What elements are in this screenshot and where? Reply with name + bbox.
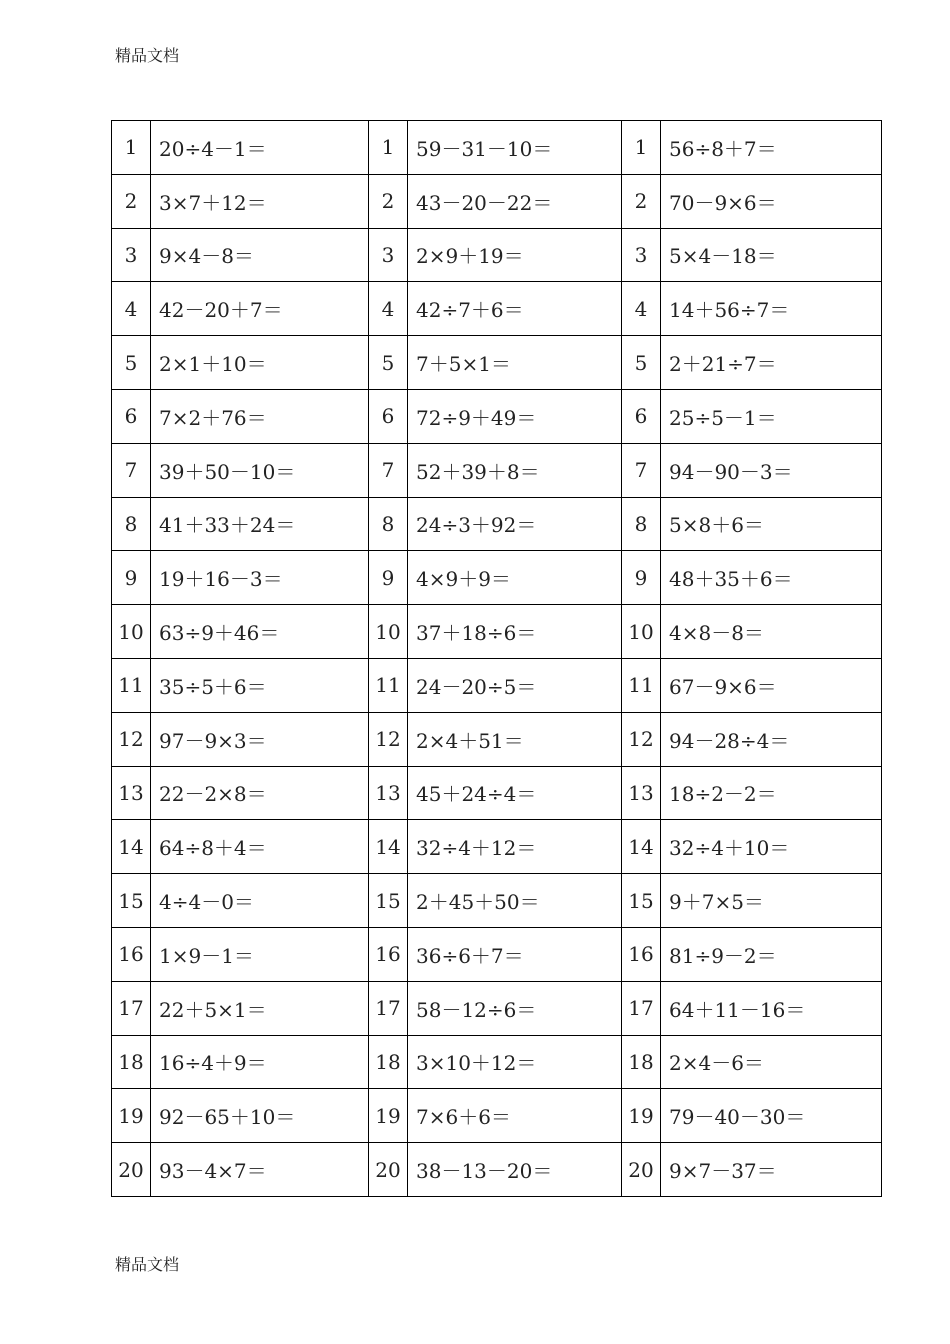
problem-expression: 5×8＋6＝ [661,497,882,551]
table-row [112,874,882,928]
problem-expression: 92－65＋10＝ [151,1089,369,1143]
table-row [112,658,882,712]
problem-expression: 16÷4＋9＝ [151,1035,369,1089]
table-row [112,228,882,282]
problem-expression: 9×4－8＝ [151,228,369,282]
problem-expression: 70－9×6＝ [661,174,882,228]
problem-expression: 24－20÷5＝ [408,658,622,712]
problem-expression: 58－12÷6＝ [408,981,622,1035]
problem-expression: 32÷4＋12＝ [408,820,622,874]
problem-number: 14 [112,820,151,874]
problem-number: 11 [622,658,661,712]
problem-expression: 2×1＋10＝ [151,336,369,390]
problem-number: 19 [622,1089,661,1143]
problem-expression: 37＋18÷6＝ [408,605,622,659]
problem-number: 3 [112,228,151,282]
problem-expression: 64÷8＋4＝ [151,820,369,874]
problem-expression: 43－20－22＝ [408,174,622,228]
problem-number: 1 [622,121,661,175]
problem-expression: 9×7－37＝ [661,1143,882,1197]
problem-number: 4 [622,282,661,336]
problem-expression: 45＋24÷4＝ [408,766,622,820]
problem-number: 5 [112,336,151,390]
problem-expression: 2×4＋51＝ [408,712,622,766]
problem-number: 11 [112,658,151,712]
table-row [112,927,882,981]
problem-number: 16 [112,927,151,981]
problem-expression: 2＋45＋50＝ [408,874,622,928]
problem-expression: 2＋21÷7＝ [661,336,882,390]
problem-expression: 7×6＋6＝ [408,1089,622,1143]
problem-number: 7 [112,443,151,497]
problem-expression: 94－28÷4＝ [661,712,882,766]
problem-expression: 94－90－3＝ [661,443,882,497]
problem-expression: 67－9×6＝ [661,658,882,712]
problem-number: 12 [622,712,661,766]
problem-number: 4 [112,282,151,336]
problem-expression: 22＋5×1＝ [151,981,369,1035]
problem-expression: 7＋5×1＝ [408,336,622,390]
problem-expression: 93－4×7＝ [151,1143,369,1197]
problem-expression: 48＋35＋6＝ [661,551,882,605]
problem-number: 5 [369,336,408,390]
problem-expression: 79－40－30＝ [661,1089,882,1143]
problem-number: 8 [112,497,151,551]
problem-expression: 41＋33＋24＝ [151,497,369,551]
problem-expression: 59－31－10＝ [408,121,622,175]
problem-expression: 42－20＋7＝ [151,282,369,336]
arithmetic-drill-table [111,120,882,1197]
table-row [112,282,882,336]
problem-expression: 39＋50－10＝ [151,443,369,497]
problem-number: 16 [369,927,408,981]
table-row [112,174,882,228]
table-row [112,766,882,820]
problem-expression: 2×9＋19＝ [408,228,622,282]
problem-expression: 64＋11－16＝ [661,981,882,1035]
problem-number: 12 [112,712,151,766]
table-row [112,1089,882,1143]
problem-expression: 7×2＋76＝ [151,389,369,443]
problem-expression: 25÷5－1＝ [661,389,882,443]
problem-number: 19 [369,1089,408,1143]
problem-expression: 81÷9－2＝ [661,927,882,981]
problem-number: 20 [622,1143,661,1197]
problem-expression: 4×9＋9＝ [408,551,622,605]
problem-expression: 2×4－6＝ [661,1035,882,1089]
problem-number: 6 [622,389,661,443]
problem-expression: 4÷4－0＝ [151,874,369,928]
problem-number: 2 [369,174,408,228]
table-row [112,443,882,497]
table-row [112,820,882,874]
table-row [112,389,882,443]
problem-expression: 56÷8＋7＝ [661,121,882,175]
problem-number: 4 [369,282,408,336]
problem-number: 5 [622,336,661,390]
problem-number: 17 [622,981,661,1035]
drill-table-body [112,121,882,1197]
problem-number: 13 [622,766,661,820]
problem-number: 15 [622,874,661,928]
problem-expression: 42÷7＋6＝ [408,282,622,336]
problem-number: 15 [369,874,408,928]
problem-expression: 32÷4＋10＝ [661,820,882,874]
problem-expression: 1×9－1＝ [151,927,369,981]
problem-expression: 4×8－8＝ [661,605,882,659]
problem-number: 19 [112,1089,151,1143]
problem-number: 9 [369,551,408,605]
problem-number: 3 [622,228,661,282]
problem-number: 13 [369,766,408,820]
table-row [112,712,882,766]
problem-number: 18 [622,1035,661,1089]
problem-number: 14 [369,820,408,874]
problem-expression: 18÷2－2＝ [661,766,882,820]
problem-expression: 24÷3＋92＝ [408,497,622,551]
problem-number: 15 [112,874,151,928]
problem-expression: 35÷5＋6＝ [151,658,369,712]
table-row [112,605,882,659]
problem-number: 18 [369,1035,408,1089]
problem-expression: 5×4－18＝ [661,228,882,282]
problem-expression: 72÷9＋49＝ [408,389,622,443]
problem-number: 14 [622,820,661,874]
problem-expression: 9＋7×5＝ [661,874,882,928]
problem-number: 12 [369,712,408,766]
page-footer-label: 精品文档 [115,1255,180,1274]
table-row [112,1035,882,1089]
table-row [112,121,882,175]
problem-expression: 14＋56÷7＝ [661,282,882,336]
problem-number: 13 [112,766,151,820]
problem-number: 9 [112,551,151,605]
problem-expression: 22－2×8＝ [151,766,369,820]
problem-number: 2 [622,174,661,228]
problem-expression: 3×7＋12＝ [151,174,369,228]
problem-number: 10 [622,605,661,659]
problem-number: 8 [369,497,408,551]
problem-number: 20 [369,1143,408,1197]
problem-number: 11 [369,658,408,712]
problem-number: 16 [622,927,661,981]
table-row [112,497,882,551]
table-row [112,1143,882,1197]
problem-number: 17 [112,981,151,1035]
problem-number: 17 [369,981,408,1035]
problem-number: 6 [112,389,151,443]
problem-expression: 38－13－20＝ [408,1143,622,1197]
problem-number: 2 [112,174,151,228]
problem-expression: 63÷9＋46＝ [151,605,369,659]
problem-number: 3 [369,228,408,282]
table-row [112,981,882,1035]
problem-number: 10 [112,605,151,659]
problem-number: 7 [369,443,408,497]
problem-number: 20 [112,1143,151,1197]
problem-expression: 3×10＋12＝ [408,1035,622,1089]
problem-expression: 19＋16－3＝ [151,551,369,605]
problem-expression: 20÷4－1＝ [151,121,369,175]
problem-expression: 52＋39＋8＝ [408,443,622,497]
problem-number: 9 [622,551,661,605]
problem-expression: 36÷6＋7＝ [408,927,622,981]
problem-number: 7 [622,443,661,497]
problem-number: 6 [369,389,408,443]
problem-expression: 97－9×3＝ [151,712,369,766]
problem-number: 1 [112,121,151,175]
problem-number: 10 [369,605,408,659]
page-header-label: 精品文档 [115,46,180,65]
problem-number: 18 [112,1035,151,1089]
table-row [112,551,882,605]
problem-number: 8 [622,497,661,551]
problem-number: 1 [369,121,408,175]
table-row [112,336,882,390]
